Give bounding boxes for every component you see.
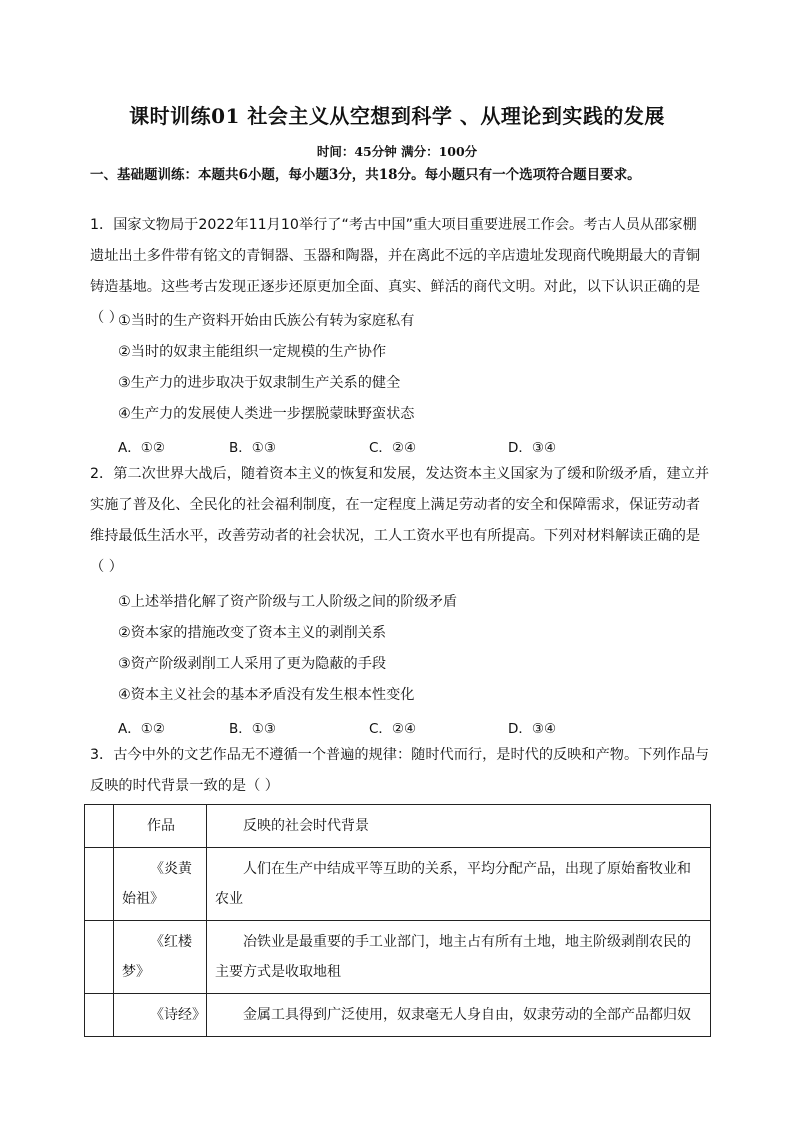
question-1-choice-c[interactable]: C．②④ (369, 440, 417, 456)
table-row (85, 848, 711, 921)
page-title: 课时训练01 社会主义从空想到科学 、从理论到实践的发展 (129, 104, 665, 128)
question-2-option-4: ④资本主义社会的基本矛盾没有发生根本性变化 (118, 687, 415, 703)
table-cell-background: 冶铁业是最重要的手工业部门，地主占有所有土地，地主阶级剥削农民的主要方式是收取地租 (207, 921, 711, 994)
question-2-option-2: ②资本家的措施改变了资本主义的剥削关系 (118, 625, 387, 641)
table-header-row (85, 805, 711, 848)
question-1-option-4: ④生产力的发展使人类进一步摆脱蒙昧野蛮状态 (118, 406, 415, 422)
time-score-info: 时间：45分钟 满分：100分 (316, 144, 478, 159)
question-2-choice-c[interactable]: C．②④ (369, 721, 417, 737)
table-header-cell: 作品 (114, 805, 207, 848)
question-1-choice-a[interactable]: A．①② (118, 440, 165, 456)
question-2-choice-a[interactable]: A．①② (118, 721, 165, 737)
question-2-stem: 2．第二次世界大战后，随着资本主义的恢复和发展，发达资本主义国家为了缓和阶级矛盾，建立并实施了普及化、全民化的社会福利制度，在一定程度上满足劳动者的安全和保障需求，保证劳动者维持最低生活水平，改善劳动者的社会状况，工人工资水平也有所提高。下列对材料解读正确的是（ ） (90, 466, 710, 575)
question-1-option-1: ①当时的生产资料开始由氏族公有转为家庭私有 (118, 313, 415, 329)
question-1-choice-b[interactable]: B．①③ (229, 440, 276, 456)
table-row (85, 994, 711, 1037)
table-cell (85, 994, 114, 1037)
question-1-stem: 1．国家文物局于2022年11月10举行了“考古中国”重大项目重要进展工作会。考古人员从邵家棚遗址出土多件带有铭文的青铜器、玉器和陶器，并在离此不远的辛店遗址发现商代晚期最大的青铜铸造基地。这些考古发现正逐步还原更加全面、真实、鲜活的商代文明。对此，以下认识正确的是（ ） (90, 217, 701, 326)
question-1-choice-d[interactable]: D．③④ (508, 440, 557, 456)
table-row (85, 921, 711, 994)
question-2-choice-b[interactable]: B．①③ (229, 721, 276, 737)
table-cell-work: 《红楼梦》 (114, 921, 207, 994)
question-3-table (84, 804, 711, 1037)
question-1-option-3: ③生产力的进步取决于奴隶制生产关系的健全 (118, 375, 401, 391)
table-cell-background: 人们在生产中结成平等互助的关系，平均分配产品，出现了原始畜牧业和农业 (207, 848, 711, 921)
question-1-option-2: ②当时的奴隶主能组织一定规模的生产协作 (118, 344, 387, 360)
table-cell-background: 金属工具得到广泛使用，奴隶毫无人身自由，奴隶劳动的全部产品都归奴 (207, 994, 711, 1037)
table-cell-work: 《诗经》 (114, 994, 207, 1037)
question-2-option-1: ①上述举措化解了资产阶级与工人阶级之间的阶级矛盾 (118, 594, 458, 610)
section-heading: 一、基础题训练：本题共6小题，每小题3分，共18分。每小题只有一个选项符合题目要求。 (90, 167, 641, 183)
table-header-cell: 反映的社会时代背景 (207, 805, 711, 848)
table-cell (85, 848, 114, 921)
table-header-cell (85, 805, 114, 848)
table-cell (85, 921, 114, 994)
question-3-stem: 3．古今中外的文艺作品无不遵循一个普遍的规律：随时代而行，是时代的反映和产物。下列作品与反映的时代背景一致的是（ ） (90, 747, 710, 794)
table-cell-work: 《炎黄始祖》 (114, 848, 207, 921)
question-2-option-3: ③资产阶级剥削工人采用了更为隐蔽的手段 (118, 656, 387, 672)
question-2-choice-d[interactable]: D．③④ (508, 721, 557, 737)
